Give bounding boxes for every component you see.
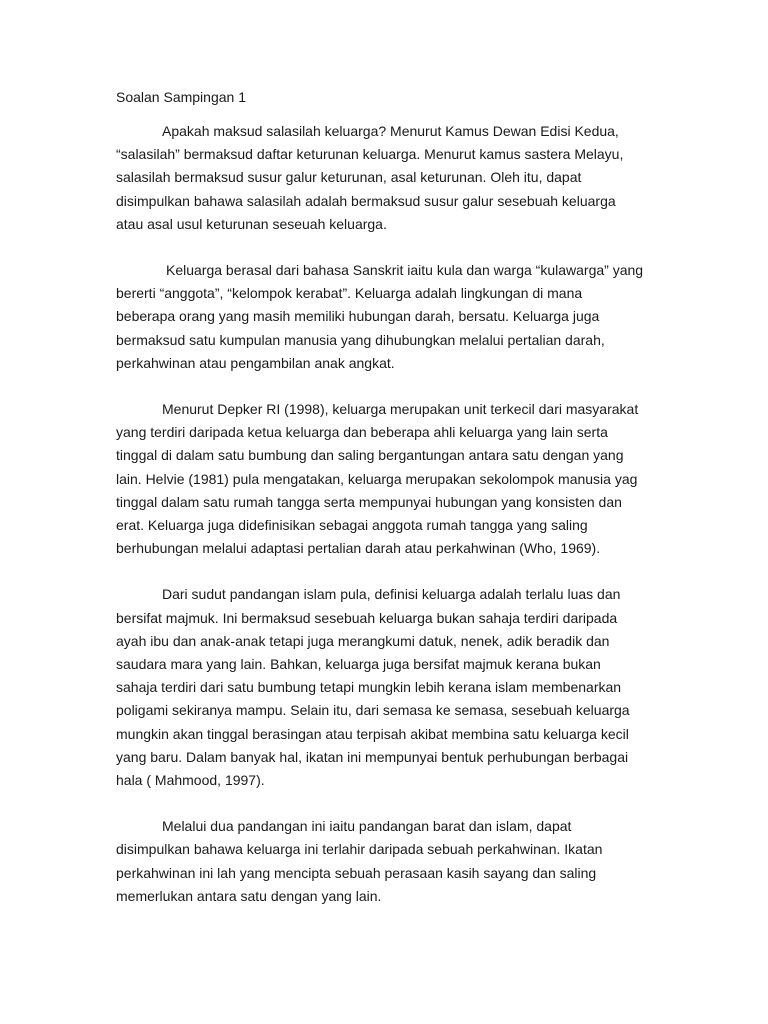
paragraph-kesimpulan: Melalui dua pandangan ini iaitu pandangan barat dan islam, dapat disimpulkan bahawa keluarga ini terlahir daripada sebuah perkahwinan. Ikatan perkahwinan ini lah yang mencipta sebuah perasaan kasih sayang dan saling memerlukan antara satu dengan yang lain. xyxy=(116,818,603,904)
paragraph-islam: Dari sudut pandangan islam pula, definisi keluarga adalah terlalu luas dan bersifat majmuk. Ini bermaksud sesebuah keluarga bukan sahaja terdiri daripada ayah ibu dan anak-anak tetapi juga merangkumi datuk, nenek, adik beradik dan saudara mara yang lain. Bahkan, keluarga juga bersifat majmuk kerana bukan sahaja terdiri dari satu bumbung tetapi mungkin lebih kerana islam membenarkan poligami sekiranya mampu. Selain itu, dari semasa ke semasa, sesebuah keluarga mungkin akan tinggal berasingan atau terpisah akibat membina satu keluarga kecil yang baru. Dalam banyak hal, ikatan ini mempunyai bentuk perhubungan berbagai hala ( Mahmood, 1997). xyxy=(116,586,630,789)
paragraph-keluarga-sanskrit: Keluarga berasal dari bahasa Sanskrit iaitu kula dan warga “kulawarga” yang bererti “anggota”, “kelompok kerabat”. Keluarga adalah lingkungan di mana beberapa orang yang masih memiliki hubungan darah, bersatu. Keluarga juga bermaksud satu kumpulan manusia yang dihubungkan melalui pertalian darah, perkahwinan atau pengambilan anak angkat. xyxy=(116,262,644,371)
paragraph-depker: Menurut Depker RI (1998), keluarga merupakan unit terkecil dari masyarakat yang terdiri daripada ketua keluarga dan beberapa ahli keluarga yang lain serta tinggal di dalam satu bumbung dan saling bergantungan antara satu dengan yang lain. Helvie (1981) pula mengatakan, keluarga merupakan sekolompok manusia yag tinggal dalam satu rumah tangga serta mempunyai hubungan yang konsisten dan erat. Keluarga juga didefinisikan sebagai anggota rumah tangga yang saling berhubungan melalui adaptasi pertalian darah atau perkahwinan (Who, 1969). xyxy=(116,401,639,557)
paragraph-salasilah: Apakah maksud salasilah keluarga? Menurut Kamus Dewan Edisi Kedua, “salasilah” bermaksud daftar keturunan keluarga. Menurut kamus sastera Melayu, salasilah bermaksud susur galur keturunan, asal keturunan. Oleh itu, dapat disimpulkan bahawa salasilah adalah bermaksud susur galur sesebuah keluarga atau asal usul keturunan seseuah keluarga. xyxy=(116,123,624,232)
document-title: Soalan Sampingan 1 xyxy=(116,89,246,105)
